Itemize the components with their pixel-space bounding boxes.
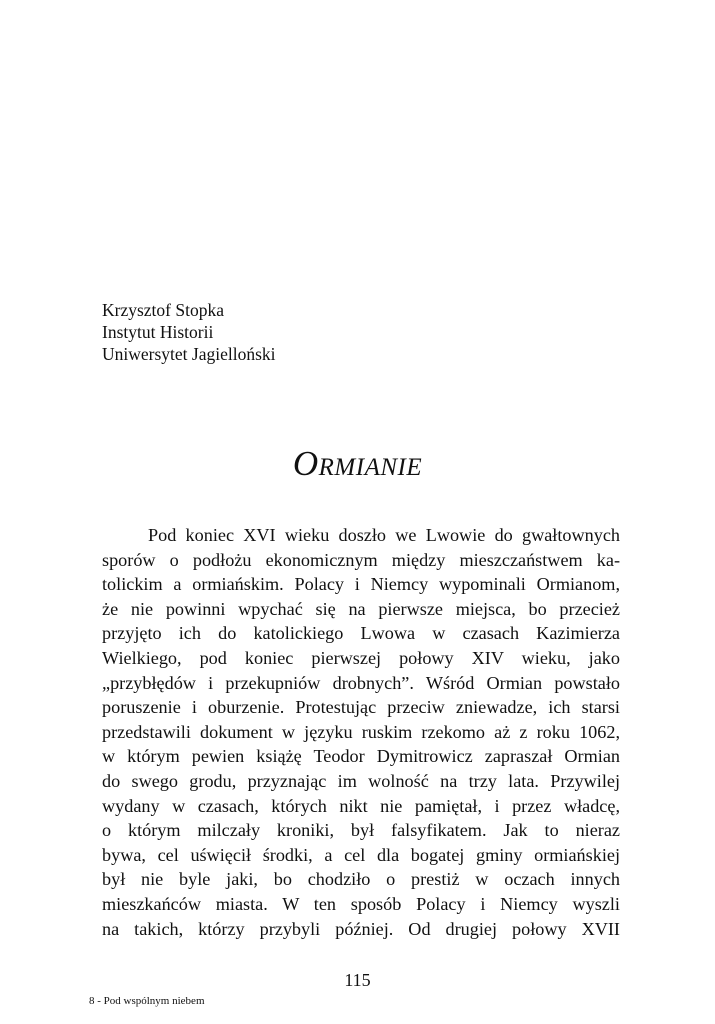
body-line: w którym pewien książę Teodor Dymitrowicz zapraszał Ormian xyxy=(102,746,620,767)
page-number: 115 xyxy=(344,970,371,990)
footer-note: 8 - Pod wspólnym niebem xyxy=(89,995,205,1007)
body-line: był nie byle jaki, bo chodziło o prestiż w oczach innych xyxy=(102,869,620,890)
body-line: „przybłędów i przekupniów drobnych”. Wśród Ormian powstało xyxy=(102,672,620,693)
body-line: Pod koniec XVI wieku doszło we Lwowie do gwałtownych xyxy=(148,525,620,545)
body-line: do swego grodu, przyznając im wolność na trzy lata. Przywilej xyxy=(102,770,620,791)
author-institute: Instytut Historii xyxy=(102,322,214,342)
body-line: mieszkańców miasta. W ten sposób Polacy i Niemcy wyszli xyxy=(102,893,620,914)
body-line: poruszenie i oburzenie. Protestując przeciw zniewadze, ich starsi xyxy=(102,697,620,718)
body-line: o którym milczały kroniki, był falsyfikatem. Jak to nieraz xyxy=(102,820,620,841)
body-line: wydany w czasach, których nikt nie pamiętał, i przez władcę, xyxy=(102,795,620,816)
author-name: Krzysztof Stopka xyxy=(102,300,224,320)
chapter-title: Ormianie xyxy=(292,444,423,483)
body-line: sporów o podłożu ekonomicznym między mieszczaństwem ka- xyxy=(102,549,620,570)
author-block xyxy=(102,299,276,365)
body-line: że nie powinni wpychać się na pierwsze miejsca, bo przecież xyxy=(102,598,620,619)
body-line: tolickim a ormiańskim. Polacy i Niemcy wypominali Ormianom, xyxy=(102,574,620,595)
body-paragraph xyxy=(102,523,620,941)
author-university: Uniwersytet Jagielloński xyxy=(102,344,276,364)
body-line: bywa, cel uświęcił środki, a cel dla bogatej gminy ormiańskiej xyxy=(102,844,620,865)
body-line: przyjęto ich do katolickiego Lwowa w czasach Kazimierza xyxy=(102,623,620,644)
body-line: na takich, którzy przybyli później. Od drugiej połowy XVII xyxy=(102,918,620,939)
body-line: Wielkiego, pod koniec pierwszej połowy XIV wieku, jako xyxy=(102,647,620,668)
body-line: przedstawili dokument w języku ruskim rzekomo aż z roku 1062, xyxy=(102,721,620,742)
